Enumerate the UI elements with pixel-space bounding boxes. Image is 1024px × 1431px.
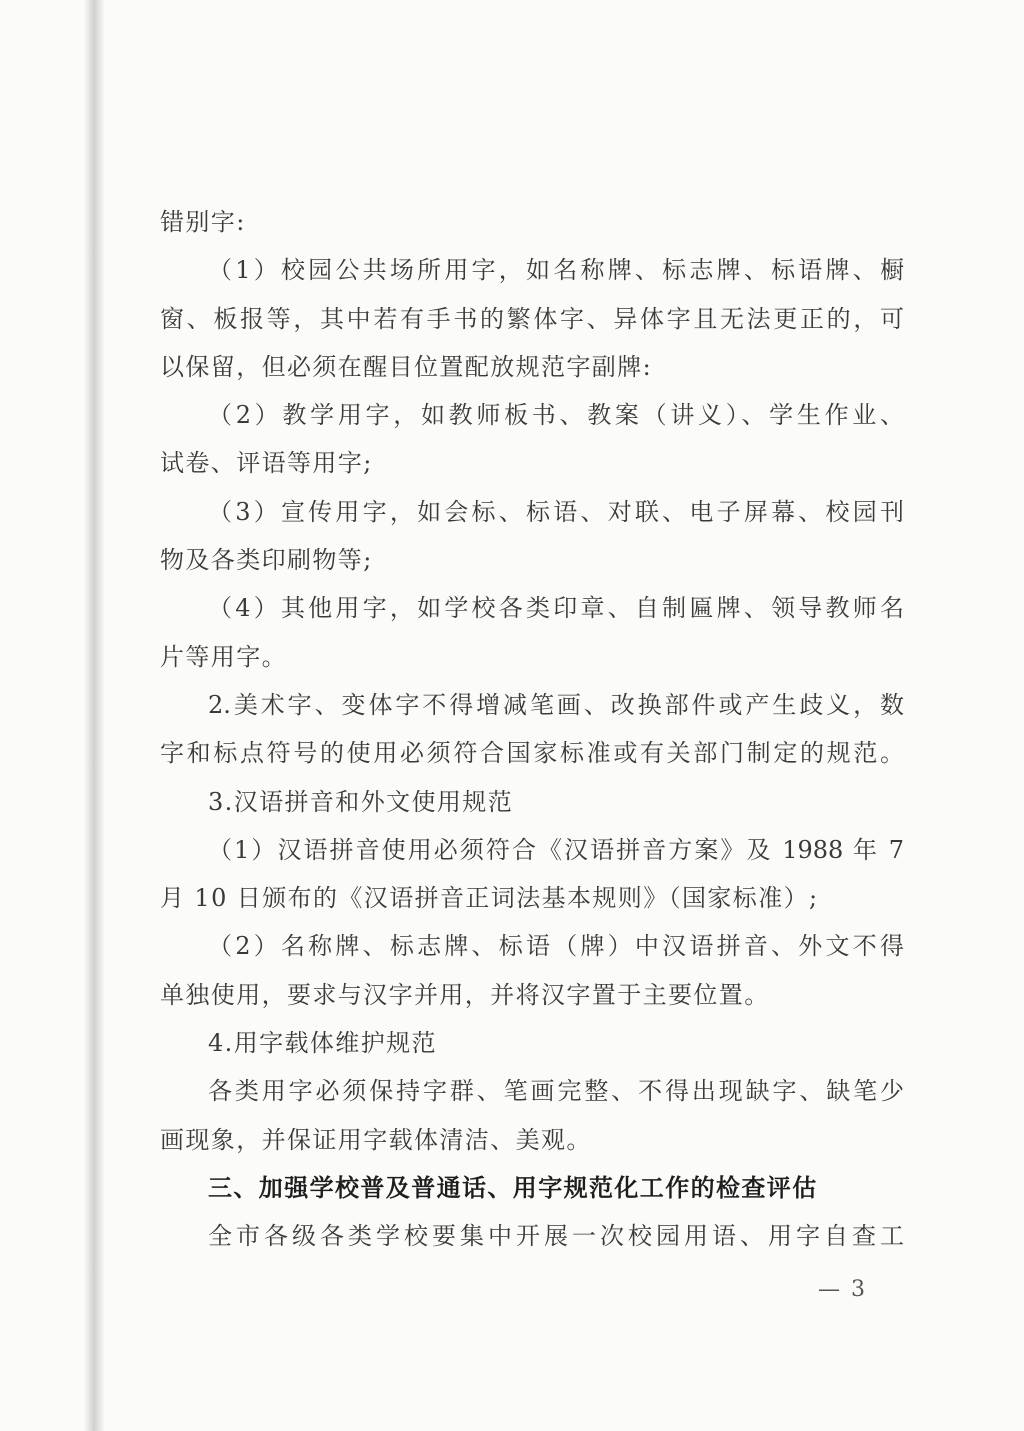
text-line: 2.美术字、变体字不得增减笔画、改换部件或产生歧义，数 <box>208 690 904 719</box>
section-heading: 三、加强学校普及普通话、用字规范化工作的检查评估 <box>208 1173 818 1202</box>
text-line: （4）其他用字，如学校各类印章、自制匾牌、领导教师名 <box>208 594 904 623</box>
text-line: 画现象，并保证用字载体清洁、美观。 <box>160 1125 592 1154</box>
text-line: （3）宣传用字，如会标、标语、对联、电子屏幕、校园刊 <box>208 497 904 526</box>
text-line: 字和标点符号的使用必须符合国家标准或有关部门制定的规范。 <box>160 739 904 768</box>
text-line: 全市各级各类学校要集中开展一次校园用语、用字自查工 <box>208 1222 904 1251</box>
text-line: 3.汉语拼音和外文使用规范 <box>208 787 514 816</box>
text-line: （2）教学用字，如教师板书、教案（讲义）、学生作业、 <box>208 401 904 430</box>
text-line: 错别字: <box>160 208 246 236</box>
text-line: 片等用字。 <box>160 642 287 671</box>
text-line: 窗、板报等，其中若有手书的繁体字、异体字且无法更正的，可 <box>160 304 904 333</box>
text-line: 单独使用，要求与汉字并用，并将汉字置于主要位置。 <box>160 980 770 1009</box>
text-line: 4.用字载体维护规范 <box>208 1029 437 1058</box>
text-line: （1）汉语拼音使用必须符合《汉语拼音方案》及 1988 年 7 <box>208 835 904 864</box>
text-line: （2）名称牌、标志牌、标语（牌）中汉语拼音、外文不得 <box>208 932 904 961</box>
page-number: — 3 <box>818 1277 867 1302</box>
text-line: 各类用字必须保持字群、笔画完整、不得出现缺字、缺笔少 <box>208 1077 904 1106</box>
binding-shadow <box>84 0 104 1431</box>
text-line: 以保留，但必须在醒目位置配放规范字副牌: <box>160 352 653 381</box>
text-line: 物及各类印刷物等; <box>160 546 373 575</box>
text-line: 试卷、评语等用字; <box>160 449 373 478</box>
text-line: 月 10 日颁布的《汉语拼音正词法基本规则》（国家标准）; <box>160 884 819 913</box>
document-body <box>160 198 904 1261</box>
text-line: （1）校园公共场所用字，如名称牌、标志牌、标语牌、橱 <box>208 256 904 285</box>
